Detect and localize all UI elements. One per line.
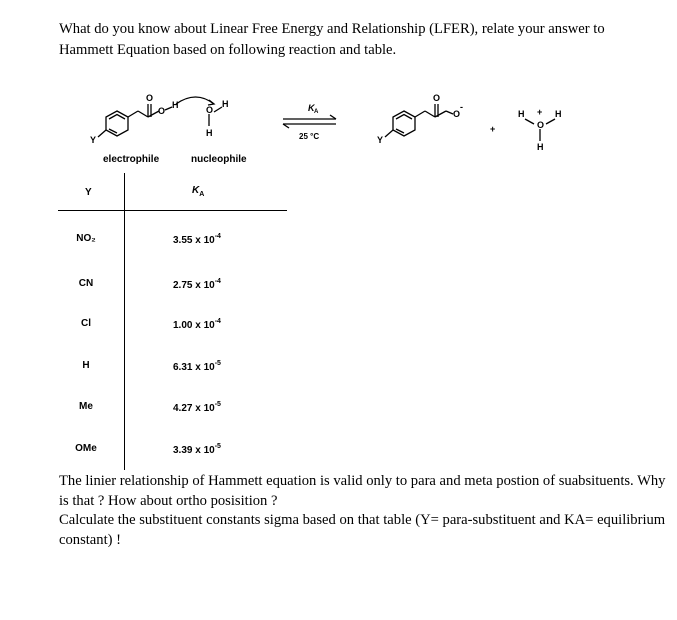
arrow-ka-sub: A — [314, 109, 319, 115]
arrow-ka: K — [308, 103, 315, 113]
table-row-ka: 4.27 x $10^{-5}$ — [173, 401, 221, 414]
reactant-y: Y — [90, 135, 97, 145]
table-horizontal-divider — [58, 210, 287, 211]
table-row-ka: 3.55 x $10^{-4}$ — [173, 233, 221, 246]
water-h-bottom: H — [206, 128, 213, 138]
table-header-k: K — [192, 185, 200, 196]
product-carbonyl-o: O — [433, 93, 441, 103]
footer-text — [59, 472, 669, 550]
table-row-y: OMe — [75, 443, 97, 454]
footer-question-sigma: Calculate the substituent constants sigma based on that table (Y= para-substituent and KA= equilibrium constant) ! — [59, 512, 666, 548]
table-row-ka: 3.39 x $10^{-5}$ — [173, 443, 221, 456]
table-row-y: Me — [79, 401, 93, 412]
electrophile-label: electrophile — [103, 154, 160, 165]
table-row-y: Cl — [81, 318, 91, 329]
nucleophile-label: nucleophile — [191, 154, 247, 165]
hydronium-h-right: H — [555, 109, 562, 119]
hydronium-h-left: H — [518, 109, 525, 119]
reactant-carbonyl-o: O — [146, 93, 154, 103]
table-row-ka: 2.75 x $10^{-4}$ — [173, 278, 221, 291]
hydronium-h-bottom: H — [537, 142, 544, 152]
reactant-hydroxyl-o: O — [158, 106, 166, 116]
footer-question-ortho: The linier relationship of Hammett equation is valid only to para and meta postion of suabsituents. Why is that ? How about ortho posisition ? — [59, 473, 666, 509]
table-row-y: CN — [78, 278, 94, 289]
product-y: Y — [377, 135, 384, 145]
arrow-condition: 25 °C — [299, 132, 320, 141]
table-vertical-divider — [124, 173, 125, 470]
plus-sign: + — [490, 124, 496, 134]
table-header-y: Y — [85, 187, 92, 198]
table-row-y: H — [82, 360, 90, 371]
water-h-top: H — [222, 99, 229, 109]
table-row-ka: 1.00 x $10^{-4}$ — [173, 318, 221, 331]
table-header-k-sub: A — [199, 191, 205, 198]
table-header-ka — [192, 185, 204, 198]
question-text: What do you know about Linear Free Energy and Relationship (LFER), relate your answer to Hammett Equation based on following reaction and table. — [59, 21, 605, 58]
product-o-minus: O — [453, 109, 461, 119]
hydronium-o: O — [537, 120, 545, 130]
product-charge: - — [460, 102, 463, 112]
reactant-hydroxyl-h: H — [172, 100, 179, 110]
hydronium-plus: + — [537, 107, 543, 117]
table-row-ka: 6.31 x $10^{-5}$ — [173, 360, 221, 373]
table-row-y: NO₂ — [76, 233, 96, 244]
water-o: O — [206, 105, 214, 115]
